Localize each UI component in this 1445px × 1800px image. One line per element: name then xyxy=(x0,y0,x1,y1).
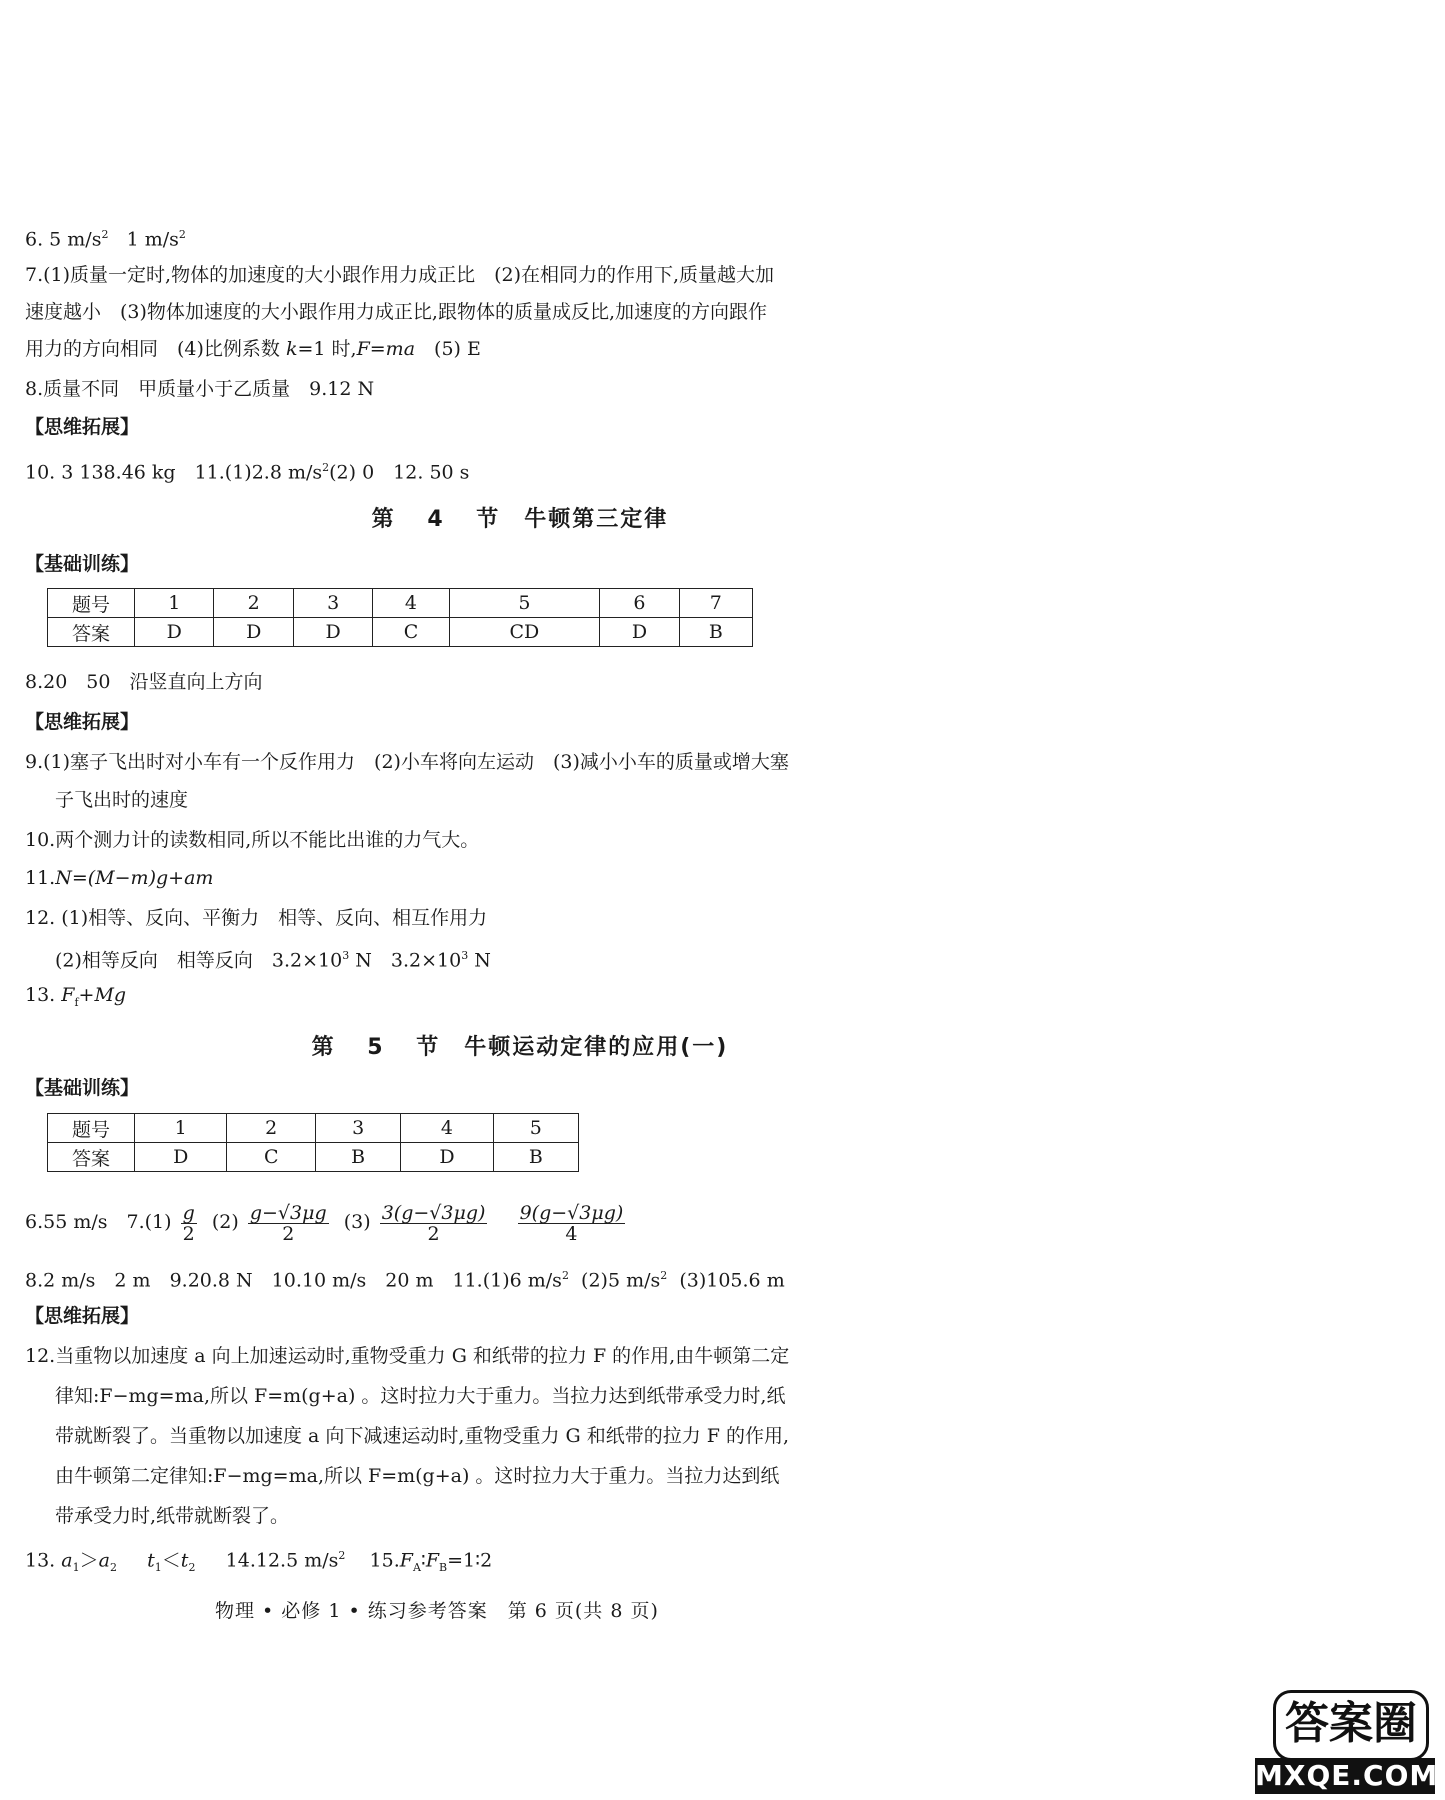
table-cell: 3 xyxy=(316,1114,401,1143)
table-cell: B xyxy=(316,1143,401,1172)
table-cell: 5 xyxy=(449,589,600,618)
s5-answer-12-line2: 律知:F−mg=ma,所以 F=m(g+a) 。这时拉力大于重力。当拉力达到纸带承受力时,纸 xyxy=(55,1385,786,1407)
watermark-top: 答案圈 xyxy=(1273,1690,1429,1761)
s5-answer-12-line4: 由牛顿第二定律知:F−mg=ma,所以 F=m(g+a) 。这时拉力大于重力。当拉力达到纸 xyxy=(55,1465,780,1487)
table-cell: 4 xyxy=(401,1114,493,1143)
table-cell: D xyxy=(293,618,372,647)
fraction: $\frac{3(g-√3\mu g)}{2}$ xyxy=(381,1201,486,1245)
answer-7-line1: 7.(1)质量一定时,物体的加速度的大小跟作用力成正比 (2)在相同力的作用下,质量越大加 xyxy=(25,264,775,286)
answer-table-section-4 xyxy=(47,588,753,647)
table-cell: 6 xyxy=(600,589,679,618)
basic-training-label: 【基础训练】 xyxy=(25,1077,140,1099)
fraction: $\frac{g-√3\mu g}{2}$ xyxy=(249,1201,327,1245)
table-cell: D xyxy=(401,1143,493,1172)
thinking-label: 【思维拓展】 xyxy=(25,416,140,438)
answer-8-9: 8.质量不同 甲质量小于乙质量 9.12 N xyxy=(25,378,375,400)
table-row xyxy=(48,589,753,618)
page-footer: 物理 • 必修 1 • 练习参考答案 第 6 页(共 8 页) xyxy=(215,1600,659,1622)
answer-10-12: 10. 3 138.46 kg 11.(1)2.8 $m/s^2(2)$ 0 12. 50 s xyxy=(25,461,470,484)
table-cell: 2 xyxy=(214,589,293,618)
table-cell: CD xyxy=(449,618,600,647)
table-row xyxy=(48,1114,579,1143)
s4-answer-10: 10.两个测力计的读数相同,所以不能比出谁的力气大。 xyxy=(25,829,480,851)
table-cell: C xyxy=(227,1143,316,1172)
table-cell: 1 xyxy=(135,589,214,618)
s5-answer-13-15: 13. $a_1>a_2$ $t_1<t_2$ 14.12.5 $m/s^2$ $15.F_A∶F_B=1∶2$ xyxy=(25,1549,493,1575)
table-cell: C xyxy=(373,618,449,647)
table-cell: D xyxy=(135,1143,227,1172)
table-cell: B xyxy=(679,618,752,647)
s5-answer-12-line3: 带就断裂了。当重物以加速度 a 向下减速运动时,重物受重力 G 和纸带的拉力 F 的作用, xyxy=(55,1425,790,1447)
s4-answer-13: 13. $F_f+Mg$ xyxy=(25,984,127,1009)
table-cell: D xyxy=(214,618,293,647)
fraction: $\frac{9(g-√3\mu g)}{4}$ xyxy=(519,1201,624,1245)
table-cell: D xyxy=(135,618,214,647)
s5-answer-12-line1: 12.当重物以加速度 a 向上加速运动时,重物受重力 G 和纸带的拉力 F 的作用,由牛顿第二定 xyxy=(25,1345,790,1367)
answer-7-line2: 速度越小 (3)物体加速度的大小跟作用力成正比,跟物体的质量成反比,加速度的方向跟作 xyxy=(25,301,767,323)
table-header-cell: 答案 xyxy=(48,1143,135,1172)
s4-answer-8: 8.20 50 沿竖直向上方向 xyxy=(25,671,263,693)
s5-answer-8-11: 8.2 m/s 2 m 9.20.8 N 10.10 m/s 20 m 11.(1)6 $m/s^2$ (2)5 $m/s^2$ (3)105.6 m xyxy=(25,1269,785,1292)
table-cell: B xyxy=(493,1143,578,1172)
s5-answer-6-7: 6.55 m/s 7.(1) $\frac{g}{2}$ (2) $\frac{g-√3\mu g}{2}$ (3) $\frac{3(g-√3\mu g)}{2}$ $\frac{9(g-√3\mu g)}{4}$ xyxy=(25,1201,624,1245)
thinking-label: 【思维拓展】 xyxy=(25,1305,140,1327)
table-header-cell: 题号 xyxy=(48,1114,135,1143)
s4-answer-11: 11.N=(M−m)g+am xyxy=(25,867,214,889)
table-cell: 3 xyxy=(293,589,372,618)
table-cell: D xyxy=(600,618,679,647)
fraction: $\frac{g}{2}$ xyxy=(182,1201,195,1245)
s4-answer-12-line2: (2)相等反向 相等反向 $3.2\times 10^3$ N $3.2\times 10^3$ N xyxy=(55,949,491,972)
s4-answer-9-line2: 子飞出时的速度 xyxy=(55,789,189,811)
table-header-cell: 题号 xyxy=(48,589,135,618)
table-cell: 1 xyxy=(135,1114,227,1143)
table-cell: 7 xyxy=(679,589,752,618)
table-header-cell: 答案 xyxy=(48,618,135,647)
thinking-label: 【思维拓展】 xyxy=(25,711,140,733)
table-row xyxy=(48,618,753,647)
watermark-url: MXQE.COM xyxy=(1255,1759,1439,1792)
watermark-logo xyxy=(1255,1690,1439,1795)
basic-training-label: 【基础训练】 xyxy=(25,553,140,575)
section-4-title: 第 4 节 牛顿第三定律 xyxy=(371,507,669,532)
answer-7-line3: 用力的方向相同 (4)比例系数 k=1 时,F=ma (5) E xyxy=(25,338,481,360)
table-cell: 5 xyxy=(493,1114,578,1143)
table-row xyxy=(48,1143,579,1172)
table-cell: 4 xyxy=(373,589,449,618)
s4-answer-12-line1: 12. (1)相等、反向、平衡力 相等、反向、相互作用力 xyxy=(25,907,488,929)
answer-table-section-5 xyxy=(47,1113,579,1172)
s5-answer-12-line5: 带承受力时,纸带就断裂了。 xyxy=(55,1505,290,1527)
answer-6: 6. 5 $m/s^2$ 1 $m/s^2$ xyxy=(25,228,186,251)
s4-answer-9-line1: 9.(1)塞子飞出时对小车有一个反作用力 (2)小车将向左运动 (3)减小小车的质量或增大塞 xyxy=(25,751,789,773)
table-cell: 2 xyxy=(227,1114,316,1143)
section-5-title: 第 5 节 牛顿运动定律的应用(一) xyxy=(311,1035,729,1060)
